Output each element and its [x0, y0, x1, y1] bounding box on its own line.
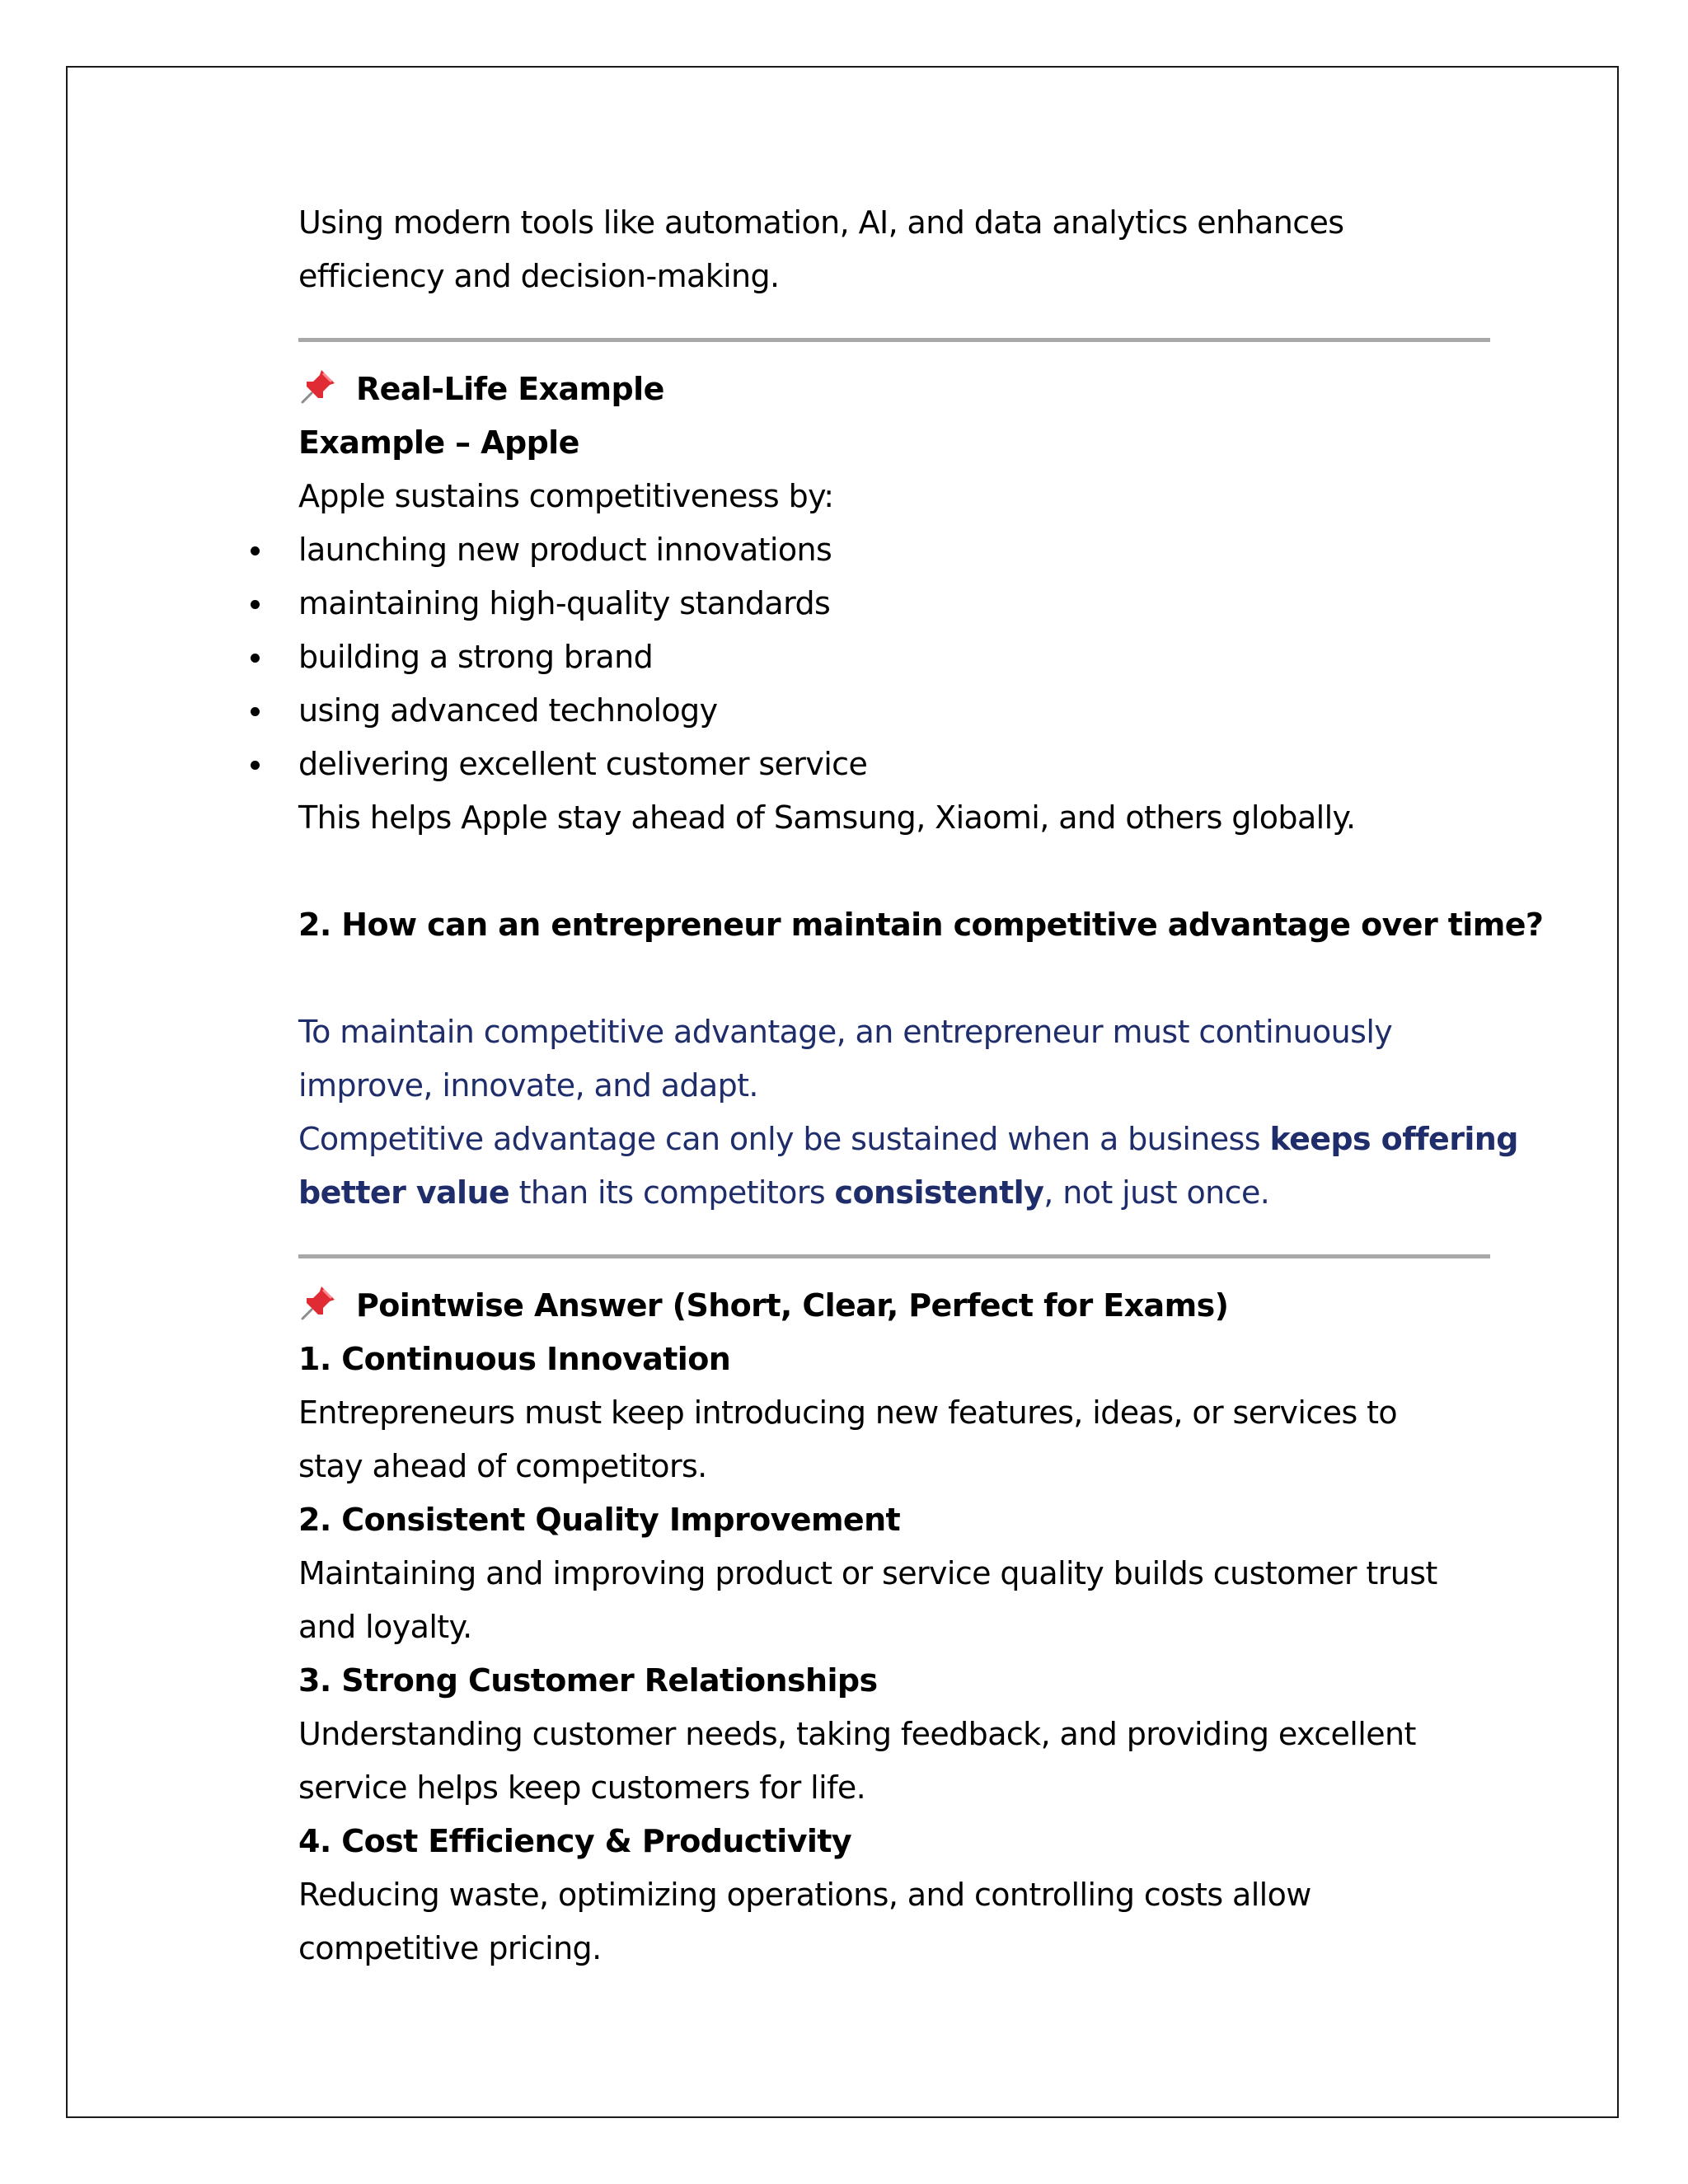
answer-text: , not just once. — [1043, 1174, 1270, 1211]
example-lead: Apple sustains competitiveness by: — [298, 478, 834, 514]
list-item: launching new product innovations — [298, 523, 1502, 577]
point-title: 1. Continuous Innovation — [298, 1341, 731, 1377]
point-text: and loyalty. — [298, 1609, 472, 1645]
horizontal-divider — [298, 338, 1490, 342]
point-text: Understanding customer needs, taking feedback, and providing excellent — [298, 1716, 1416, 1752]
answer-text: Competitive advantage can only be sustained when a business — [298, 1121, 1270, 1157]
answer-line — [298, 1113, 1518, 1166]
pushpin-icon — [298, 365, 340, 406]
point-text: competitive pricing. — [298, 1930, 602, 1966]
point-title: 4. Cost Efficiency & Productivity — [298, 1823, 852, 1859]
horizontal-divider — [298, 1254, 1490, 1258]
example-subheading: Example – Apple — [298, 424, 579, 461]
point-text: stay ahead of competitors. — [298, 1448, 707, 1484]
point-title: 2. Consistent Quality Improvement — [298, 1502, 901, 1538]
list-item: delivering excellent customer service — [298, 738, 1502, 791]
point-text: Reducing waste, optimizing operations, and controlling costs allow — [298, 1877, 1311, 1913]
point-text: Maintaining and improving product or service quality builds customer trust — [298, 1555, 1437, 1591]
example-closing: This helps Apple stay ahead of Samsung, Xiaomi, and others globally. — [298, 799, 1356, 836]
question-heading: 2. How can an entrepreneur maintain competitive advantage over time? — [298, 907, 1544, 943]
answer-text: than its competitors — [509, 1174, 835, 1211]
answer-emphasis: consistently — [834, 1174, 1044, 1211]
section-heading-text: Pointwise Answer (Short, Clear, Perfect for Exams) — [356, 1287, 1229, 1324]
answer-emphasis: better value — [298, 1174, 510, 1211]
spacer — [298, 845, 1502, 898]
point-text: service helps keep customers for life. — [298, 1769, 866, 1806]
answer-line: To maintain competitive advantage, an entrepreneur must continuously — [298, 1014, 1393, 1050]
pushpin-icon — [298, 1282, 340, 1323]
answer-emphasis: keeps offering — [1269, 1121, 1518, 1157]
intro-line: efficiency and decision-making. — [298, 258, 780, 294]
list-item: maintaining high-quality standards — [298, 577, 1502, 630]
section-heading — [298, 1279, 1502, 1333]
list-item: using advanced technology — [298, 684, 1502, 738]
spacer — [298, 952, 1502, 1005]
document-body — [298, 196, 1544, 1975]
list-item: building a strong brand — [298, 630, 1502, 684]
section-heading-text: Real-Life Example — [356, 371, 664, 407]
bullet-list — [298, 523, 1502, 791]
answer-line — [298, 1166, 1502, 1220]
section-heading — [298, 363, 1502, 416]
point-title: 3. Strong Customer Relationships — [298, 1662, 878, 1699]
answer-line: improve, innovate, and adapt. — [298, 1067, 758, 1104]
intro-line: Using modern tools like automation, AI, and data analytics enhances — [298, 204, 1344, 241]
point-text: Entrepreneurs must keep introducing new features, ideas, or services to — [298, 1394, 1398, 1431]
